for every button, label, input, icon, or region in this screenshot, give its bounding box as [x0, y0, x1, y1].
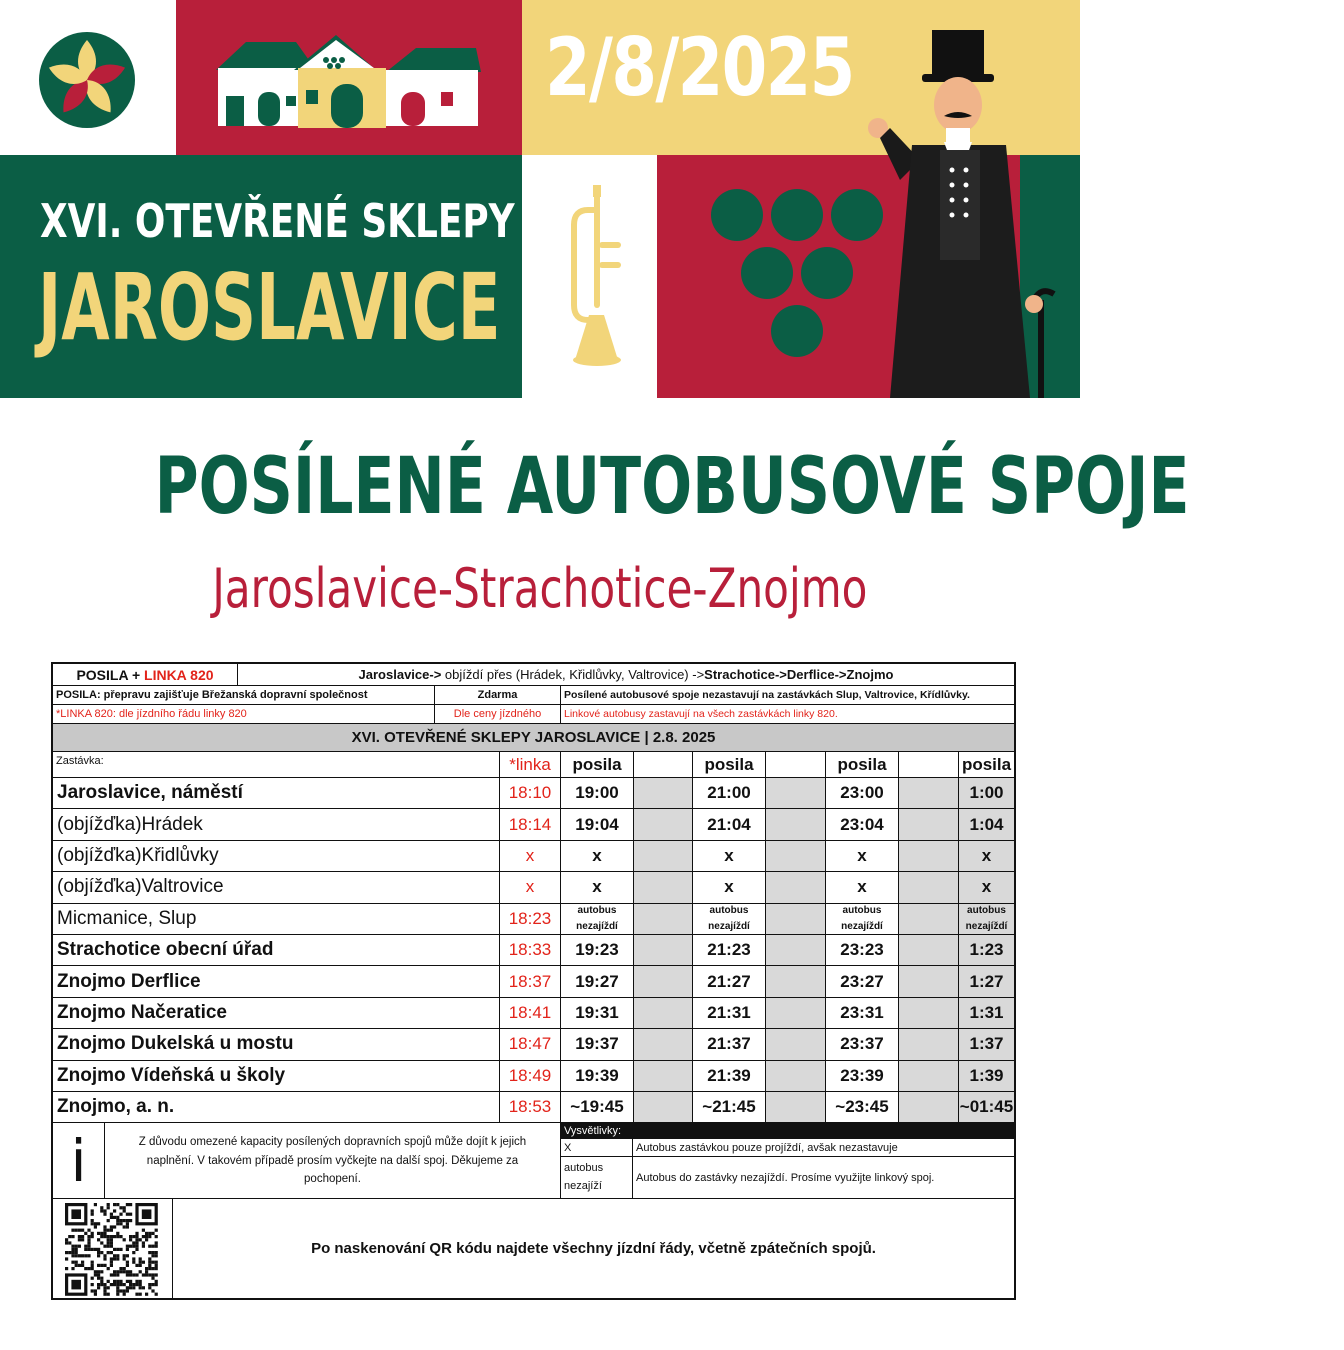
col-posila-header: posila: [826, 752, 899, 777]
info-posila-stops: Posílené autobusové spoje nezastavují na zastávkách Slup, Valtrovice, Křídlůvky.: [564, 689, 970, 701]
not-served-line2: nezajíždí: [576, 920, 618, 932]
not-served-line2: nezajíždí: [965, 920, 1008, 932]
stop-name: Znojmo Derflice: [53, 966, 500, 996]
cellars-block: [176, 0, 522, 155]
posila-time: 21:27: [693, 966, 766, 996]
posila-time: 23:23: [826, 935, 899, 965]
stop-name: Znojmo Dukelská u mostu: [53, 1029, 500, 1059]
posila-time: ~21:45: [693, 1092, 766, 1122]
table-row: [53, 872, 1014, 903]
posila-time: 19:31: [561, 998, 634, 1028]
col-posila-header: posila: [693, 752, 766, 777]
col-gap: [766, 809, 826, 839]
legend-key: X: [561, 1139, 633, 1156]
festival-place: JAROSLAVICE: [38, 254, 501, 361]
posila-time: 19:37: [561, 1029, 634, 1059]
linka-time: 18:37: [500, 966, 561, 996]
page-title-text: POSÍLENÉ AUTOBUSOVÉ SPOJE: [154, 442, 1190, 532]
section-title: XVI. OTEVŘENÉ SKLEPY JAROSLAVICE | 2.8. 2025: [53, 724, 1014, 751]
wine-cellars-illustration: [176, 0, 522, 155]
posila-time: ~01:45: [959, 1092, 1014, 1122]
section-title-row: [53, 724, 1014, 752]
linka-time: 18:47: [500, 1029, 561, 1059]
col-gap: [899, 1061, 959, 1091]
posila-time: 1:37: [959, 1029, 1014, 1059]
trumpet-icon: [522, 155, 657, 398]
col-gap: [899, 872, 959, 902]
col-gap: [634, 752, 693, 777]
col-gap: [899, 998, 959, 1028]
col-gap: [634, 1061, 693, 1091]
posila-time: 23:31: [826, 998, 899, 1028]
info-row-linka: [53, 705, 1014, 724]
col-gap: [766, 935, 826, 965]
info-linka-timetable: *LINKA 820: dle jízdního řádu linky 820: [53, 705, 435, 723]
posila-time: 19:00: [561, 778, 634, 808]
linka-time: 18:14: [500, 809, 561, 839]
route-subtitle-text: Jaroslavice-Strachotice-Znojmo: [212, 557, 868, 620]
legend-text: Autobus zastávkou pouze projíždí, avšak nezastavuje: [636, 1142, 898, 1155]
posila-time: [693, 904, 766, 934]
posila-time: [959, 904, 1014, 934]
legend-key: autobus nezajíží: [561, 1157, 633, 1198]
route-end: Strachotice->Derflice->Znojmo: [704, 667, 894, 682]
stop-name: Znojmo Vídeňská u školy: [53, 1061, 500, 1091]
col-gap: [634, 841, 693, 871]
festival-edition: XVI. OTEVŘENÉ SKLEPY: [40, 194, 515, 248]
info-linka-price: Dle ceny jízdného: [435, 705, 561, 723]
not-served-line1: autobus: [842, 905, 882, 917]
col-gap: [766, 778, 826, 808]
info-row-posila: [53, 686, 1014, 705]
info-linka-stops: Linkové autobusy zastavují na všech zastávkách linky 820.: [564, 708, 838, 720]
col-stop-header: Zastávka:: [53, 752, 500, 777]
service-label-line: LINKA 820: [144, 666, 214, 683]
posila-time: 23:37: [826, 1029, 899, 1059]
posila-time: 21:39: [693, 1061, 766, 1091]
route-detour: objíždí přes (Hrádek, Křidlůvky, Valtrovice) ->: [444, 667, 705, 682]
not-served-line1: autobus: [709, 905, 749, 917]
col-gap: [766, 1061, 826, 1091]
stop-name: (objížďka)Valtrovice: [53, 872, 500, 902]
posila-time: 21:23: [693, 935, 766, 965]
stop-name: Strachotice obecní úřad: [53, 935, 500, 965]
linka-time: 18:23: [500, 904, 561, 934]
col-gap: [899, 1029, 959, 1059]
route-subtitle: [0, 557, 1080, 620]
route-start: Jaroslavice->: [358, 667, 442, 682]
col-gap: [766, 752, 826, 777]
legend-item: [561, 1139, 1014, 1157]
col-gap: [899, 841, 959, 871]
stop-rows: [53, 778, 1014, 1123]
posila-time: x: [693, 841, 766, 871]
posila-time: x: [561, 841, 634, 871]
stop-name: Znojmo Načeratice: [53, 998, 500, 1028]
posila-time: 21:37: [693, 1029, 766, 1059]
col-gap: [634, 1029, 693, 1059]
col-gap: [766, 904, 826, 934]
table-row: [53, 778, 1014, 809]
table-row: [53, 998, 1014, 1029]
col-posila-header: posila: [561, 752, 634, 777]
table-row: [53, 904, 1014, 935]
posila-time: 23:39: [826, 1061, 899, 1091]
col-gap: [766, 841, 826, 871]
posila-time: 19:23: [561, 935, 634, 965]
service-label-posila: POSILA +: [76, 666, 141, 683]
col-gap: [766, 1029, 826, 1059]
posila-time: x: [826, 841, 899, 871]
table-row: [53, 1029, 1014, 1060]
posila-time: 1:23: [959, 935, 1014, 965]
col-gap: [766, 1092, 826, 1122]
linka-time: 18:41: [500, 998, 561, 1028]
linka-time: x: [500, 872, 561, 902]
col-gap: [634, 966, 693, 996]
linka-time: 18:53: [500, 1092, 561, 1122]
service-label: [53, 664, 238, 685]
col-gap: [899, 935, 959, 965]
timetable: [51, 662, 1016, 1300]
legend-item: [561, 1157, 1014, 1198]
qr-code[interactable]: [53, 1199, 173, 1298]
linka-time: 18:33: [500, 935, 561, 965]
not-served-line1: autobus: [967, 905, 1006, 917]
col-gap: [634, 935, 693, 965]
posila-time: 19:39: [561, 1061, 634, 1091]
timetable-header-row: [53, 664, 1014, 686]
not-served-line1: autobus: [577, 905, 617, 917]
col-linka-header: *linka: [500, 752, 561, 777]
qr-code-icon[interactable]: [65, 1203, 161, 1295]
posila-time: x: [561, 872, 634, 902]
posila-time: 1:04: [959, 809, 1014, 839]
col-gap: [766, 872, 826, 902]
col-gap: [766, 998, 826, 1028]
posila-time: ~23:45: [826, 1092, 899, 1122]
col-gap: [634, 1092, 693, 1122]
posila-time: 23:00: [826, 778, 899, 808]
legend: [561, 1123, 1014, 1198]
col-gap: [899, 966, 959, 996]
gentleman-illustration: [860, 20, 1080, 398]
route-description: [238, 664, 1014, 685]
not-served-line2: nezajíždí: [841, 920, 883, 932]
posila-time: 1:31: [959, 998, 1014, 1028]
posila-time: 1:00: [959, 778, 1014, 808]
posila-time: 23:04: [826, 809, 899, 839]
col-gap: [899, 752, 959, 777]
event-date: 2/8/2025: [545, 21, 854, 114]
info-posila-operator: POSILA: přepravu zajišťuje Břežanská dopravní společnost: [53, 686, 435, 704]
posila-time: x: [693, 872, 766, 902]
linka-time: 18:10: [500, 778, 561, 808]
legend-text: Autobus do zastávky nezajíždí. Prosíme využijte linkový spoj.: [636, 1171, 935, 1184]
posila-time: 23:27: [826, 966, 899, 996]
page-title: [0, 442, 1190, 532]
col-gap: [634, 872, 693, 902]
col-gap: [766, 966, 826, 996]
table-row: [53, 935, 1014, 966]
table-row: [53, 809, 1014, 840]
trumpet-block: [522, 155, 657, 398]
column-header-row: [53, 752, 1014, 778]
col-posila-header: posila: [961, 754, 1012, 774]
posila-time: 19:27: [561, 966, 634, 996]
not-served-line2: nezajíždí: [708, 920, 750, 932]
posila-time: ~19:45: [561, 1092, 634, 1122]
table-row: [53, 966, 1014, 997]
logo-block: [0, 0, 176, 155]
col-gap: [899, 809, 959, 839]
posila-time: 21:04: [693, 809, 766, 839]
posila-time: 1:39: [959, 1061, 1014, 1091]
legend-title: Vysvětlivky:: [561, 1123, 1014, 1139]
col-gap: [634, 778, 693, 808]
qr-caption: Po naskenování QR kódu najdete všechny jízdní řády, včetně zpátečních spojů.: [311, 1240, 876, 1258]
table-row: [53, 1061, 1014, 1092]
posila-time: 19:04: [561, 809, 634, 839]
table-row: [53, 841, 1014, 872]
notice-row: [53, 1123, 1014, 1199]
posila-time: 21:31: [693, 998, 766, 1028]
posila-time: x: [959, 841, 1014, 871]
linka-time: x: [500, 841, 561, 871]
posila-time: [826, 904, 899, 934]
col-gap: [899, 1092, 959, 1122]
posila-time: 1:27: [959, 966, 1014, 996]
stop-name: Jaroslavice, náměstí: [53, 778, 500, 808]
capacity-notice: Z důvodu omezené kapacity posílených dopravních spojů může dojít k jejich naplnění. V takovém případě prosím vyčkejte na další spoj. Děkujeme za pochopení.: [105, 1123, 561, 1198]
col-gap: [634, 809, 693, 839]
col-gap: [899, 904, 959, 934]
col-gap: [634, 904, 693, 934]
info-icon: i: [53, 1123, 105, 1198]
col-gap: [634, 998, 693, 1028]
posila-time: 21:00: [693, 778, 766, 808]
stop-name: Znojmo, a. n.: [53, 1092, 500, 1122]
posila-time: x: [959, 872, 1014, 902]
stop-name: Micmanice, Slup: [53, 904, 500, 934]
qr-row: [53, 1199, 1014, 1298]
col-gap: [899, 778, 959, 808]
posila-time: [561, 904, 634, 934]
flower-logo-icon: [0, 0, 176, 155]
table-row: [53, 1092, 1014, 1123]
posila-time: x: [826, 872, 899, 902]
stop-name: (objížďka)Křidlůvky: [53, 841, 500, 871]
info-posila-price: Zdarma: [435, 686, 561, 704]
linka-time: 18:49: [500, 1061, 561, 1091]
stop-name: (objížďka)Hrádek: [53, 809, 500, 839]
